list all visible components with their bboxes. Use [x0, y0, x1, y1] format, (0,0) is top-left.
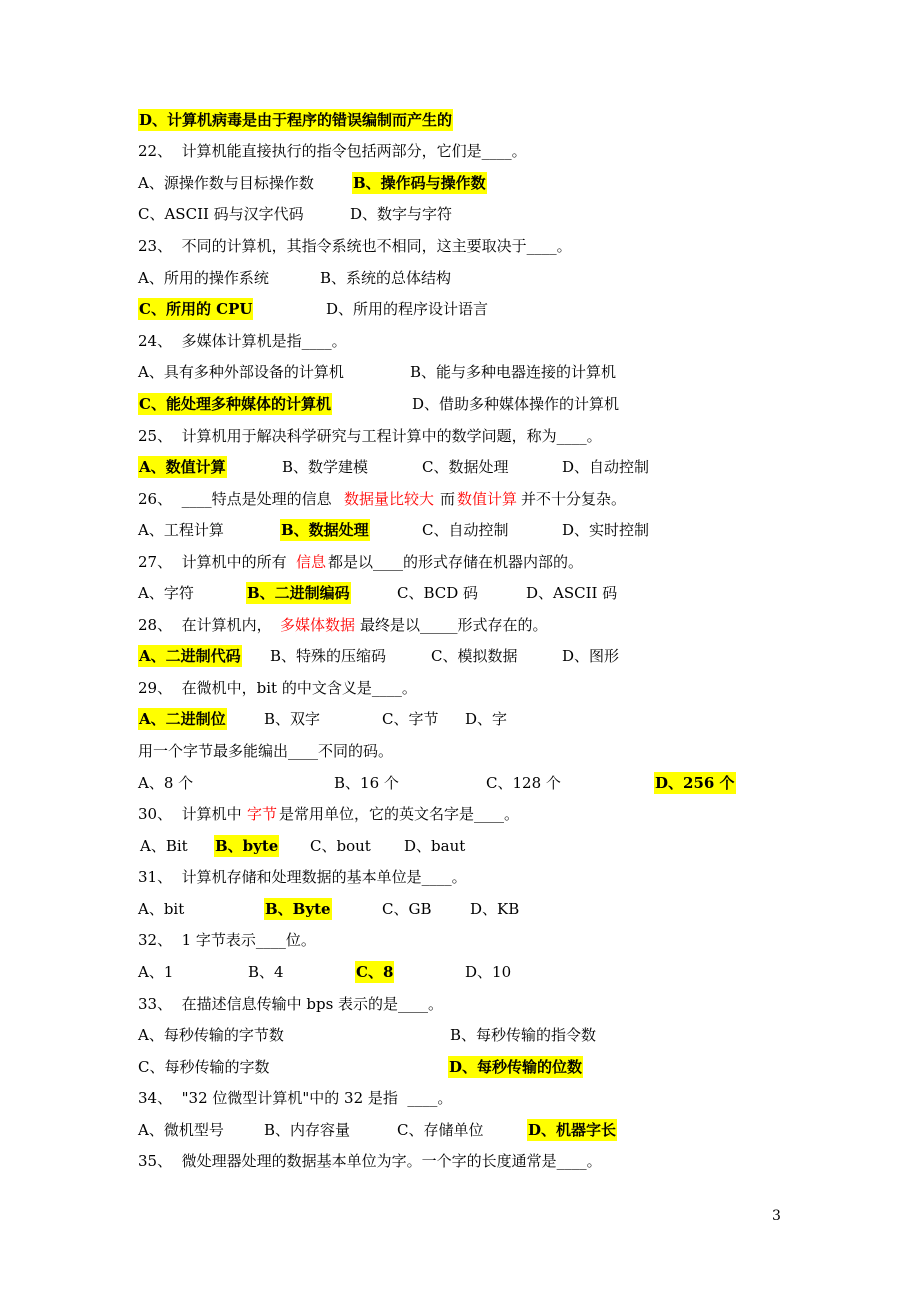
highlighted-answer: C、8	[356, 963, 394, 981]
question-text: A、每秒传输的字节数	[138, 1026, 284, 1044]
question-text: 用一个字节最多能编出____不同的码。	[138, 742, 394, 760]
question-text: C、自动控制	[422, 521, 509, 539]
highlighted-answer: D、256 个	[655, 774, 735, 792]
emphasis-text: 数据量比较大	[344, 490, 435, 508]
highlighted-answer: A、数值计算	[139, 458, 226, 476]
text-line	[0, 582, 920, 604]
question-text: 29、 在微机中，bit 的中文含义是____。	[138, 679, 417, 697]
question-text: A、源操作数与目标操作数	[138, 174, 314, 192]
emphasis-text: 字节	[247, 805, 278, 823]
text-line	[0, 361, 920, 383]
text-line	[0, 109, 920, 131]
question-text: B、16 个	[334, 774, 399, 792]
question-text: 32、 1 字节表示____位。	[138, 931, 316, 949]
text-line	[0, 456, 920, 478]
highlighted-answer: B、数据处理	[281, 521, 369, 539]
text-line	[0, 393, 920, 415]
text-line	[0, 898, 920, 920]
question-text: A、所用的操作系统	[138, 269, 269, 287]
text-line	[0, 235, 920, 257]
text-line	[0, 1119, 920, 1141]
question-text: A、8 个	[138, 774, 194, 792]
question-text: 33、 在描述信息传输中 bps 表示的是____。	[138, 995, 444, 1013]
text-line	[0, 519, 920, 541]
question-text: B、4	[248, 963, 284, 981]
highlighted-answer: C、所用的 CPU	[139, 300, 253, 318]
question-text: B、系统的总体结构	[320, 269, 452, 287]
text-line	[0, 835, 920, 857]
page-number: 3	[772, 1208, 781, 1224]
question-text: 23、 不同的计算机，其指令系统也不相同，这主要取决于____。	[138, 237, 572, 255]
question-text: A、字符	[138, 584, 194, 602]
text-line	[0, 551, 920, 573]
text-line	[0, 1024, 920, 1046]
emphasis-text: 多媒体数据	[280, 616, 356, 634]
text-line	[0, 425, 920, 447]
question-text: 35、 微处理器处理的数据基本单位为字。一个字的长度通常是____。	[138, 1152, 602, 1170]
text-line	[0, 267, 920, 289]
text-line	[0, 203, 920, 225]
question-text: C、模拟数据	[431, 647, 518, 665]
question-text: A、微机型号	[138, 1121, 224, 1139]
text-line	[0, 140, 920, 162]
question-text: A、工程计算	[138, 521, 224, 539]
question-text: 最终是以_____形式存在的。	[360, 616, 548, 634]
question-text: D、KB	[470, 900, 520, 918]
highlighted-answer: B、byte	[215, 837, 279, 855]
question-text: B、每秒传输的指令数	[450, 1026, 597, 1044]
question-text: D、数字与字符	[350, 205, 453, 223]
question-text: C、GB	[382, 900, 432, 918]
question-text: D、借助多种媒体操作的计算机	[412, 395, 620, 413]
question-text: C、bout	[310, 837, 371, 855]
highlighted-answer: A、二进制代码	[139, 647, 241, 665]
question-text: 27、 计算机中的所有	[138, 553, 287, 571]
text-line	[0, 929, 920, 951]
question-text: A、Bit	[140, 837, 188, 855]
question-text: B、能与多种电器连接的计算机	[410, 363, 617, 381]
text-line	[0, 614, 920, 636]
question-text: 是常用单位，它的英文名字是____。	[279, 805, 520, 823]
question-text: 24、 多媒体计算机是指____。	[138, 332, 347, 350]
highlighted-answer: B、Byte	[265, 900, 331, 918]
question-text: C、ASCII 码与汉字代码	[138, 205, 304, 223]
text-line	[0, 1056, 920, 1078]
question-text: C、数据处理	[422, 458, 509, 476]
highlighted-answer: D、机器字长	[528, 1121, 617, 1139]
text-line	[0, 772, 920, 794]
question-text: 28、 在计算机内，	[138, 616, 272, 634]
question-text: D、baut	[404, 837, 466, 855]
question-text: B、内存容量	[264, 1121, 351, 1139]
question-text: D、图形	[562, 647, 620, 665]
emphasis-text: 数值计算	[457, 490, 518, 508]
text-line	[0, 488, 920, 510]
text-line	[0, 1087, 920, 1109]
text-line	[0, 708, 920, 730]
question-text: C、存储单位	[397, 1121, 484, 1139]
emphasis-text: 信息	[296, 553, 327, 571]
question-text: 31、 计算机存储和处理数据的基本单位是____。	[138, 868, 467, 886]
question-text: 30、 计算机中	[138, 805, 242, 823]
question-text: B、数学建模	[282, 458, 369, 476]
text-line	[0, 993, 920, 1015]
text-line	[0, 866, 920, 888]
text-line	[0, 1150, 920, 1172]
highlighted-answer: B、二进制编码	[247, 584, 350, 602]
question-text: A、bit	[138, 900, 185, 918]
question-text: C、BCD 码	[397, 584, 479, 602]
text-line	[0, 803, 920, 825]
question-text: 25、 计算机用于解决科学研究与工程计算中的数学问题，称为____。	[138, 427, 602, 445]
question-text: C、每秒传输的字数	[138, 1058, 270, 1076]
question-text: A、具有多种外部设备的计算机	[138, 363, 344, 381]
question-text: 26、 ____特点是处理的信息	[138, 490, 332, 508]
question-text: 而	[440, 490, 456, 508]
highlighted-answer: B、操作码与操作数	[353, 174, 486, 192]
question-text: 22、 计算机能直接执行的指令包括两部分，它们是____。	[138, 142, 527, 160]
question-text: A、1	[138, 963, 174, 981]
highlighted-answer: D、计算机病毒是由于程序的错误编制而产生的	[139, 111, 453, 129]
text-line	[0, 330, 920, 352]
question-text: D、自动控制	[562, 458, 650, 476]
question-text: 并不十分复杂。	[521, 490, 627, 508]
text-line	[0, 961, 920, 983]
question-text: 都是以____的形式存储在机器内部的。	[328, 553, 584, 571]
question-text: C、128 个	[486, 774, 561, 792]
text-line	[0, 740, 920, 762]
question-text: D、ASCII 码	[526, 584, 618, 602]
highlighted-answer: C、能处理多种媒体的计算机	[139, 395, 331, 413]
question-text: D、所用的程序设计语言	[326, 300, 489, 318]
highlighted-answer: D、每秒传输的位数	[449, 1058, 583, 1076]
text-line	[0, 172, 920, 194]
text-line	[0, 645, 920, 667]
text-line	[0, 677, 920, 699]
highlighted-answer: A、二进制位	[139, 710, 226, 728]
question-text: D、10	[465, 963, 512, 981]
question-text: D、字	[465, 710, 508, 728]
text-line	[0, 298, 920, 320]
question-text: 34、 "32 位微型计算机"中的 32 是指 ____。	[138, 1089, 453, 1107]
question-text: D、实时控制	[562, 521, 650, 539]
question-text: B、特殊的压缩码	[270, 647, 387, 665]
question-text: C、字节	[382, 710, 439, 728]
question-text: B、双字	[264, 710, 321, 728]
